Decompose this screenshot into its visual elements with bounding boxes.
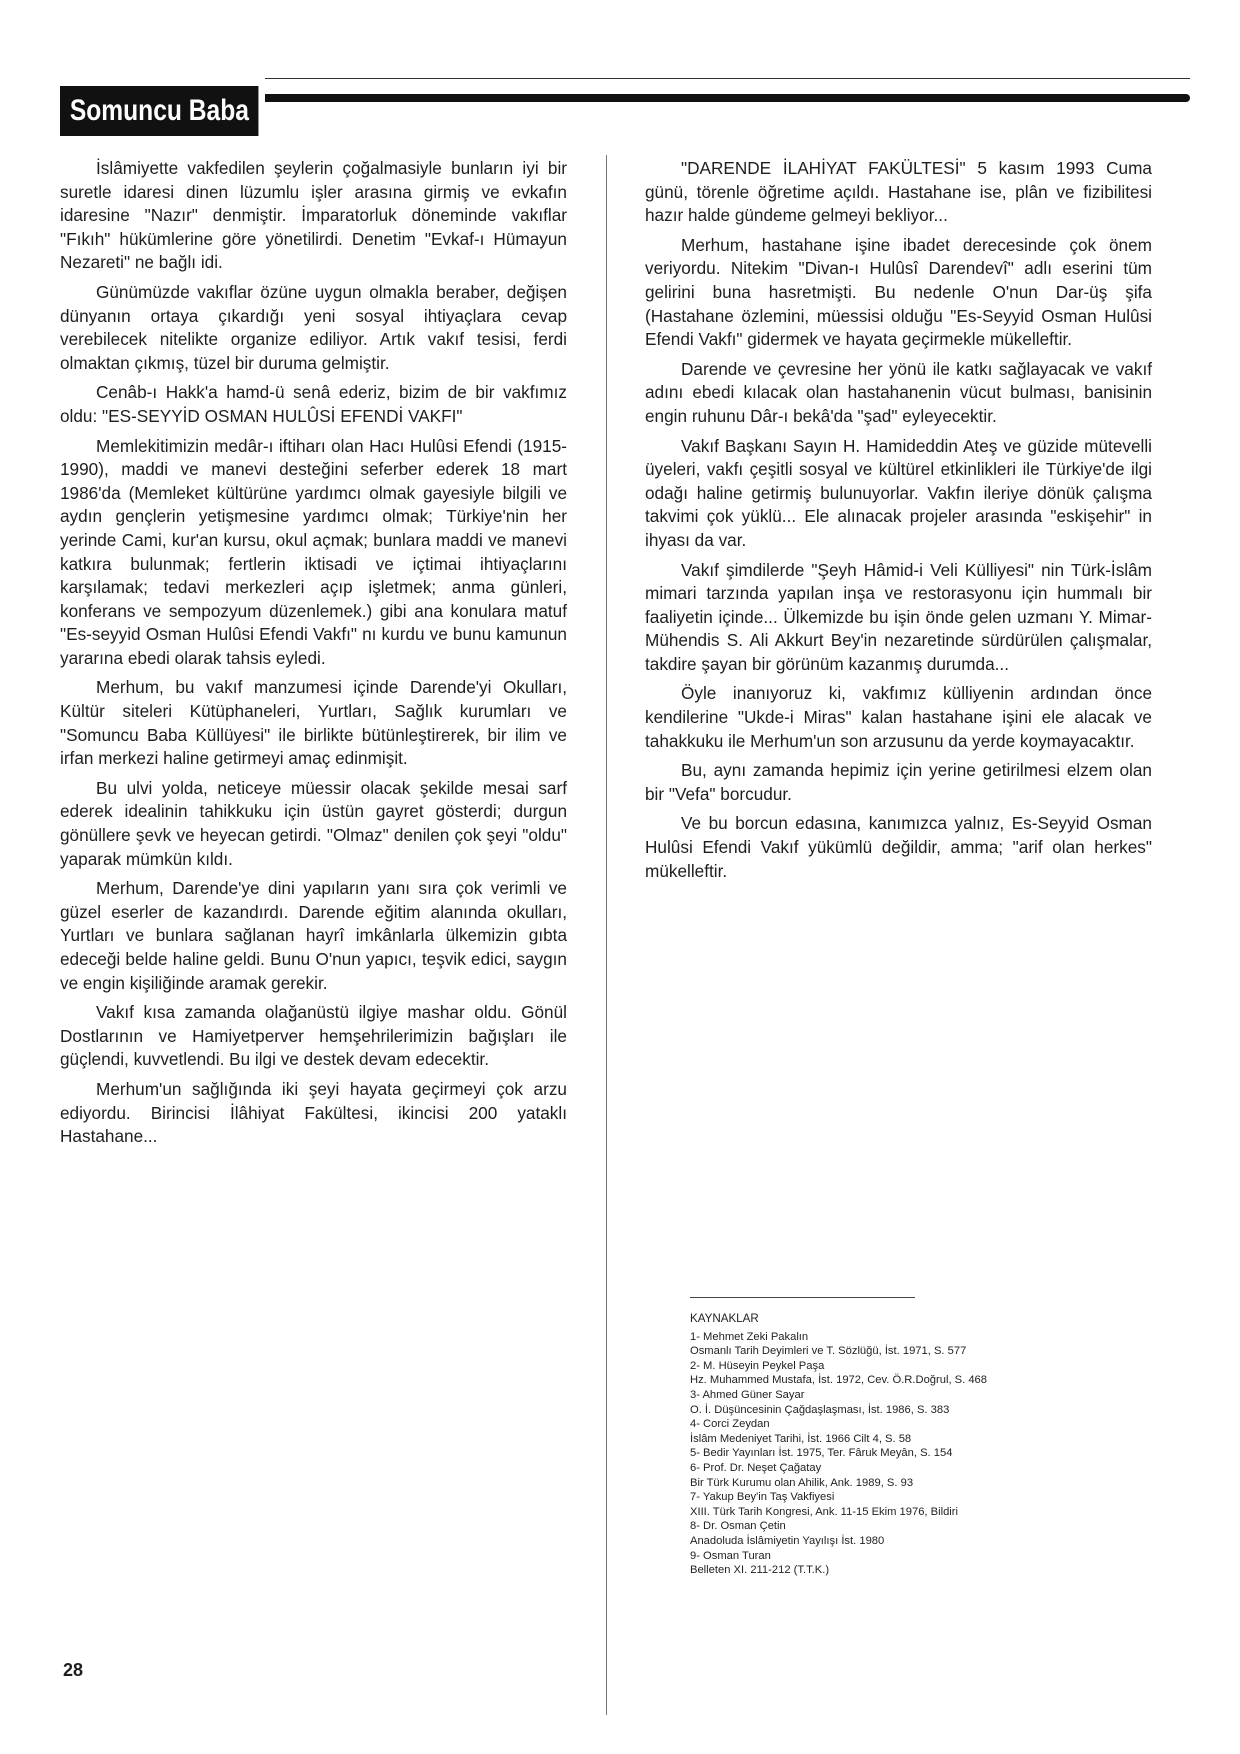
- source-item: 6- Prof. Dr. Neşet Çağatay: [690, 1461, 822, 1474]
- paragraph: Vakıf kısa zamanda olağanüstü ilgiye mashar oldu. Gönül Dostlarının ve Hamiyetperver hemşehrilerimizin bağışları ile güçlendi, kuvvetlendi. Bu ilgi ve destek devam edecektir.: [60, 1002, 567, 1070]
- paragraph: Merhum, hastahane işine ibadet derecesinde çok önem veriyordu. Nitekim "Divan-ı Hulûsî Darendevî" adlı eserini tüm gelirini buna hasretmişti. Bu nedenle O'nun Dar-üş şifa (Hastahane özlemini, müessisi olduğu "Es-Seyyid Osman Hulûsi Efendi Vakfı" gidermek ve hayata geçirmekle mükelleftir.: [645, 234, 1152, 350]
- source-item: İslâm Medeniyet Tarihi, İst. 1966 Cilt 4, S. 58: [690, 1432, 912, 1445]
- source-item: Hz. Muhammed Mustafa, İst. 1972, Cev. Ö.R.Doğrul, S. 468: [690, 1374, 988, 1387]
- paragraph: Günümüzde vakıflar özüne uygun olmakla beraber, değişen dünyanın ortaya çıkardığı yeni sosyal ihtiyaçlara cevap verebilecek nitelikte organize ediliyor. Artık vakıf tesisi, ferdi olmaktan çıkmış, tüzel bir duruma gelmiştir.: [60, 281, 567, 373]
- sources-list: [690, 1312, 1050, 1578]
- paragraph: Darende ve çevresine her yönü ile katkı sağlayacak ve vakıf adını ebedi kılacak olan hastahanenin vücut bulması, banisinin engin ruhunu Dâr-ı bekâ'da "şad" eyleyecektir.: [645, 358, 1152, 426]
- paragraph: Memlekitimizin medâr-ı iftiharı olan Hacı Hulûsi Efendi (1915-1990), maddi ve manevi desteğini seferber ederek 18 mart 1986'da (Memleket kültürüne yardımcı olmak gayesiyle bilgili ve aydın gençlerin yetişmesine yardımcı olmak; Türkiye'nin her yerinde Cami, kur'an kursu, okul açmak; bunlara maddi ve manevi katkıra bulunmak; fertlerin iktisadi ve içtimai ihtiyaçlarını karşılamak; tedavi merkezleri açıp işletmek; anma günleri, konferans ve sempozyum düzenlemek.) gibi ana konulara matuf "Es-seyyid Osman Hulûsi Efendi Vakfı" nı kurdu ve bunu kamunun yararına ebedi olarak tahsis eyledi.: [60, 435, 567, 668]
- source-item: Osmanlı Tarih Deyimleri ve T. Sözlüğü, İst. 1971, S. 577: [690, 1345, 967, 1358]
- source-item: XIII. Türk Tarih Kongresi, Ank. 11-15 Ekim 1976, Bildiri: [690, 1505, 958, 1518]
- paragraph: Vakıf şimdilerde "Şeyh Hâmid-i Veli Külliyesi" nin Türk-İslâm mimari tarzında yapılan inşa ve restorasyonu için hummalı bir faaliyetin içinde... Ülkemizde bu işin önde gelen uzmanı Y. Mimar-Mühendis S. Ali Akkurt Bey'in nezaretinde sürdürülen çalışmalar, takdire şayan bir görünüm kazanmış durumda...: [645, 559, 1152, 674]
- source-item: Belleten XI. 211-212 (T.T.K.): [690, 1564, 830, 1577]
- source-item: O. İ. Düşüncesinin Çağdaşlaşması, İst. 1986, S. 383: [690, 1403, 950, 1416]
- paragraph: Bu, aynı zamanda hepimiz için yerine getirilmesi elzem olan bir "Vefa" borcudur.: [645, 760, 1152, 804]
- source-item: 2- M. Hüseyin Peykel Paşa: [690, 1359, 825, 1372]
- page-number: 28: [63, 1660, 84, 1680]
- right-column: [645, 157, 1152, 889]
- source-item: Bir Türk Kurumu olan Ahilik, Ank. 1989, S. 93: [690, 1476, 914, 1489]
- sources-title: KAYNAKLAR: [690, 1312, 759, 1325]
- sources-rule: [690, 1297, 915, 1298]
- paragraph: Merhum, Darende'ye dini yapıların yanı sıra çok verimli ve güzel eserler de kazandırdı. Darende eğitim alanında okulları, Yurtları ve bunlara sağlanan hayrî imkânlarla ülkemizin gıbta edeceği belde haline geldi. Bunu O'nun yapıcı, teşvik edici, saygın ve engin kişiliğinde aramak gerekir.: [60, 878, 567, 993]
- paragraph: Merhum'un sağlığında iki şeyi hayata geçirmeyi çok arzu ediyordu. Birincisi İlâhiyat Fakültesi, ikincisi 200 yataklı Hastahane...: [60, 1078, 567, 1147]
- header-thin-rule: [265, 78, 1190, 79]
- paragraph: Öyle inanıyoruz ki, vakfımız külliyenin ardından önce kendilerine "Ukde-i Miras" kalan hastahane işini ele alacak ve tahakkuku ile Merhum'un son arzusunu da yerde koymayacaktır.: [645, 683, 1152, 751]
- page-header: [60, 78, 1190, 140]
- paragraph: Bu ulvi yolda, neticeye müessir olacak şekilde mesai sarf ederek idealinin tahikkuku için üstün gayret gösterdi; durgun gönüllere şevk ve heyecan getirdi. "Olmaz" denilen çok şeyi "oldu" yaparak mümkün kıldı.: [60, 777, 567, 869]
- paragraph: "DARENDE İLAHİYAT FAKÜLTESİ" 5 kasım 1993 Cuma günü, törenle öğretime açıldı. Hastahane ise, plân ve fizibilitesi hazır halde gündeme gelmeyi bekliyor...: [645, 158, 1152, 226]
- source-item: Anadoluda İslâmiyetin Yayılışı İst. 1980: [690, 1534, 885, 1547]
- paragraph: Ve bu borcun edasına, kanımızca yalnız, Es-Seyyid Osman Hulûsi Efendi Vakıf yükümlü değildir, amma; "arif olan herkes" mükelleftir.: [645, 813, 1152, 881]
- paragraph: İslâmiyette vakfedilen şeylerin çoğalmasiyle bunların iyi bir suretle idaresi dinen lüzumlu işler arasına girmiş ve evkafın idaresine "Nazır" denmiştir. İmparatorluk döneminde vakıflar "Fıkıh" hükümlerine göre yönetilirdi. Denetim "Evkaf-ı Hümayun Nezareti" ne bağlı idi.: [60, 158, 567, 273]
- source-item: 3- Ahmed Güner Sayar: [690, 1388, 805, 1401]
- source-item: 9- Osman Turan: [690, 1549, 771, 1562]
- header-thick-rule: [265, 94, 1190, 102]
- source-item: 8- Dr. Osman Çetin: [690, 1520, 786, 1533]
- source-item: 5- Bedir Yayınları İst. 1975, Ter. Fâruk Meyân, S. 154: [690, 1447, 953, 1460]
- source-item: 7- Yakup Bey'in Taş Vakfiyesi: [690, 1491, 835, 1504]
- source-item: 4- Corci Zeydan: [690, 1418, 770, 1431]
- paragraph: Cenâb-ı Hakk'a hamd-ü senâ ederiz, bizim de bir vakfımız oldu: "ES-SEYYİD OSMAN HULÛSİ EFENDİ VAKFI": [60, 382, 567, 426]
- paragraph: Merhum, bu vakıf manzumesi içinde Darende'yi Okulları, Kültür siteleri Kütüphaneleri, Yurtları, Sağlık kurumları ve "Somuncu Baba Küllüyesi" ile birlikte bütünleştirerek, bir ilim ve irfan merkezi haline getirmeyi amaç edinmişit.: [60, 677, 567, 769]
- section-title: Somuncu Baba: [60, 86, 259, 136]
- paragraph: Vakıf Başkanı Sayın H. Hamideddin Ateş ve güzide mütevelli üyeleri, vakfı çeşitli sosyal ve kültürel etkinlikleri ile Türkiye'de ilgi odağı haline getirmiş bulunuyorlar. Vakfın ileriye dönük çalışma takvimi çok yüklü... Ele alınacak projeler arasında "eskişehir" in ihyası da var.: [645, 435, 1152, 550]
- left-column: [60, 157, 567, 1155]
- column-divider: [606, 155, 607, 1715]
- source-item: 1- Mehmet Zeki Pakalın: [690, 1330, 809, 1343]
